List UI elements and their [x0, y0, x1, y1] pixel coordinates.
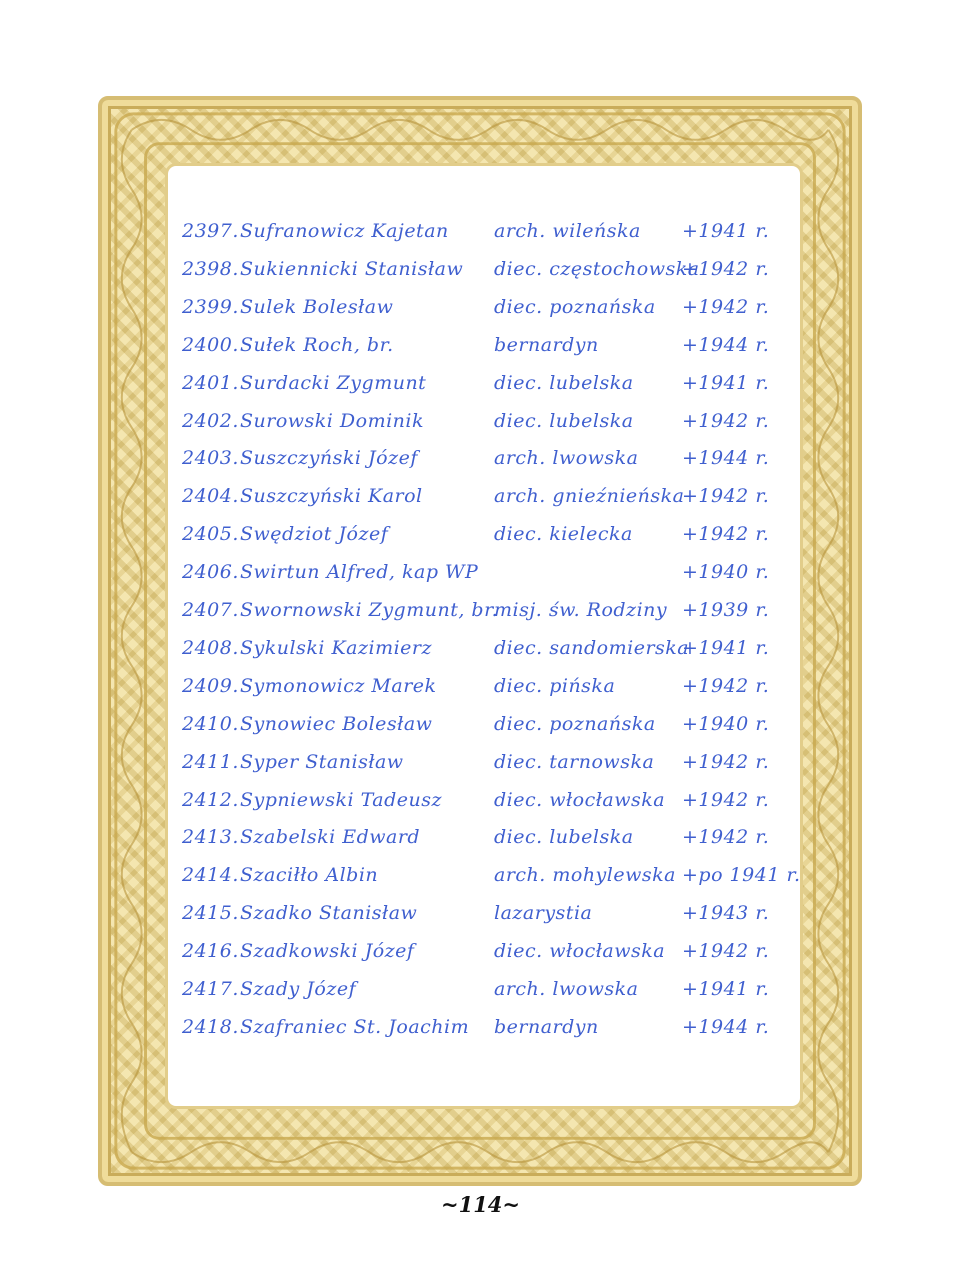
- entry-death-year: +1943 r.: [682, 902, 770, 925]
- entry-death-year: +1941 r.: [682, 636, 770, 659]
- entry-name: Sułek Roch, br.: [240, 333, 394, 356]
- entry-death-year: +1940 r.: [682, 712, 770, 735]
- entry-number: 2399.: [182, 295, 239, 318]
- entry-number: 2402.: [182, 409, 239, 432]
- entry-name: Suszczyński Józef: [240, 447, 418, 470]
- entry-diocese: diec. lubelska: [494, 409, 634, 432]
- entry-name: Sykulski Kazimierz: [240, 636, 432, 659]
- entry-death-year: +1944 r.: [682, 333, 770, 356]
- entry-name: Swirtun Alfred, kap WP: [240, 561, 479, 584]
- entry-diocese: arch. mohylewska: [494, 864, 676, 887]
- entry-name: Syper Stanisław: [240, 750, 404, 773]
- entry-death-year: +1941 r.: [682, 978, 770, 1000]
- entry-diocese: diec. włocławska: [494, 940, 666, 963]
- list-item: [0, 1012, 961, 1046]
- entry-death-year: +1944 r.: [682, 447, 770, 470]
- list-item: [0, 633, 961, 667]
- entry-name: Swędziot Józef: [240, 523, 389, 546]
- list-item: [0, 368, 961, 402]
- entry-death-year: +1941 r.: [682, 371, 770, 394]
- entry-name: Surowski Dominik: [240, 409, 425, 432]
- entry-number: 2418.: [182, 1015, 239, 1038]
- entry-name: Suszczyński Karol: [240, 485, 423, 508]
- entry-number: 2403.: [182, 447, 239, 470]
- entry-death-year: +po 1941 r.: [682, 864, 801, 887]
- entry-number: 2417.: [182, 978, 239, 1000]
- entry-death-year: +1940 r.: [682, 561, 770, 584]
- entry-death-year: +1942 r.: [682, 485, 770, 508]
- list-item: [0, 406, 961, 440]
- entry-name: Szadkowski Józef: [240, 940, 415, 963]
- entry-death-year: +1942 r.: [682, 940, 770, 963]
- entry-diocese: diec. włocławska: [494, 788, 666, 811]
- entry-death-year: +1941 r.: [682, 220, 770, 242]
- entry-name: Sufranowicz Kajetan: [240, 220, 449, 242]
- entry-diocese: diec. częstochowska: [494, 257, 700, 280]
- entry-diocese: arch. lwowska: [494, 447, 639, 470]
- entry-number: 2411.: [182, 750, 239, 773]
- entry-number: 2404.: [182, 485, 239, 508]
- entry-diocese: bernardyn: [494, 333, 599, 356]
- entry-number: 2410.: [182, 712, 239, 735]
- list-item: [0, 557, 961, 591]
- entry-number: 2408.: [182, 636, 239, 659]
- entry-number: 2397.: [182, 220, 239, 242]
- list-item: [0, 860, 961, 894]
- entry-diocese: arch. wileńska: [494, 220, 641, 242]
- entry-death-year: +1942 r.: [682, 409, 770, 432]
- entry-death-year: +1942 r.: [682, 826, 770, 849]
- entry-name: Sukiennicki Stanisław: [240, 257, 464, 280]
- entry-diocese: misj. św. Rodziny: [494, 599, 668, 621]
- list-item: [0, 254, 961, 288]
- entry-name: Synowiec Bolesław: [240, 712, 433, 735]
- entry-death-year: +1942 r.: [682, 257, 770, 280]
- list-item: [0, 898, 961, 932]
- list-item: [0, 519, 961, 553]
- entry-name: Sulek Bolesław: [240, 295, 394, 318]
- entry-name: Szaciłło Albin: [240, 864, 379, 887]
- entry-number: 2412.: [182, 788, 239, 811]
- entry-diocese: diec. tarnowska: [494, 750, 655, 773]
- entry-number: 2398.: [182, 257, 239, 280]
- entry-diocese: diec. poznańska: [494, 295, 656, 318]
- entry-number: 2406.: [182, 561, 239, 584]
- entry-number: 2413.: [182, 826, 239, 849]
- list-item: [0, 481, 961, 515]
- list-item: [0, 671, 961, 705]
- entry-number: 2415.: [182, 902, 239, 925]
- entry-name: Szabelski Edward: [240, 826, 421, 849]
- entry-diocese: diec. kielecka: [494, 523, 633, 546]
- list-item: [0, 216, 961, 250]
- entry-diocese: diec. pińska: [494, 674, 616, 697]
- entry-diocese: diec. poznańska: [494, 712, 656, 735]
- entry-diocese: bernardyn: [494, 1015, 599, 1038]
- entry-number: 2409.: [182, 674, 239, 697]
- entry-diocese: diec. lubelska: [494, 371, 634, 394]
- list-item: [0, 785, 961, 819]
- list-item: [0, 709, 961, 743]
- list-item: [0, 974, 961, 1008]
- entry-diocese: lazarystia: [494, 902, 593, 925]
- list-item: [0, 936, 961, 970]
- entry-death-year: +1942 r.: [682, 523, 770, 546]
- list-item: [0, 822, 961, 856]
- list-item: [0, 595, 961, 629]
- entry-death-year: +1942 r.: [682, 295, 770, 318]
- entry-death-year: +1942 r.: [682, 674, 770, 697]
- entry-diocese: diec. sandomierska: [494, 636, 690, 659]
- entry-number: 2414.: [182, 864, 239, 887]
- entry-number: 2407.: [182, 599, 239, 621]
- entry-diocese: arch. lwowska: [494, 978, 639, 1000]
- entry-name: Symonowicz Marek: [240, 674, 437, 697]
- list-item: [0, 443, 961, 477]
- entry-number: 2401.: [182, 371, 239, 394]
- entry-diocese: diec. lubelska: [494, 826, 634, 849]
- entry-name: Szafraniec St. Joachim: [240, 1015, 470, 1038]
- entry-number: 2400.: [182, 333, 239, 356]
- entry-name: Szady Józef: [240, 978, 357, 1000]
- entry-death-year: +1939 r.: [682, 599, 770, 621]
- list-item: [0, 292, 961, 326]
- list-item: [0, 747, 961, 781]
- page-number: ~114~: [440, 1192, 521, 1217]
- entry-death-year: +1942 r.: [682, 788, 770, 811]
- entry-diocese: arch. gnieźnieńska: [494, 485, 685, 508]
- entry-number: 2416.: [182, 940, 239, 963]
- entry-death-year: +1942 r.: [682, 750, 770, 773]
- entry-name: Swornowski Zygmunt, br.: [240, 599, 499, 621]
- entry-number: 2405.: [182, 523, 239, 546]
- list-item: [0, 330, 961, 364]
- entry-name: Surdacki Zygmunt: [240, 371, 427, 394]
- entry-name: Sypniewski Tadeusz: [240, 788, 443, 811]
- entry-name: Szadko Stanisław: [240, 902, 418, 925]
- entry-death-year: +1944 r.: [682, 1015, 770, 1038]
